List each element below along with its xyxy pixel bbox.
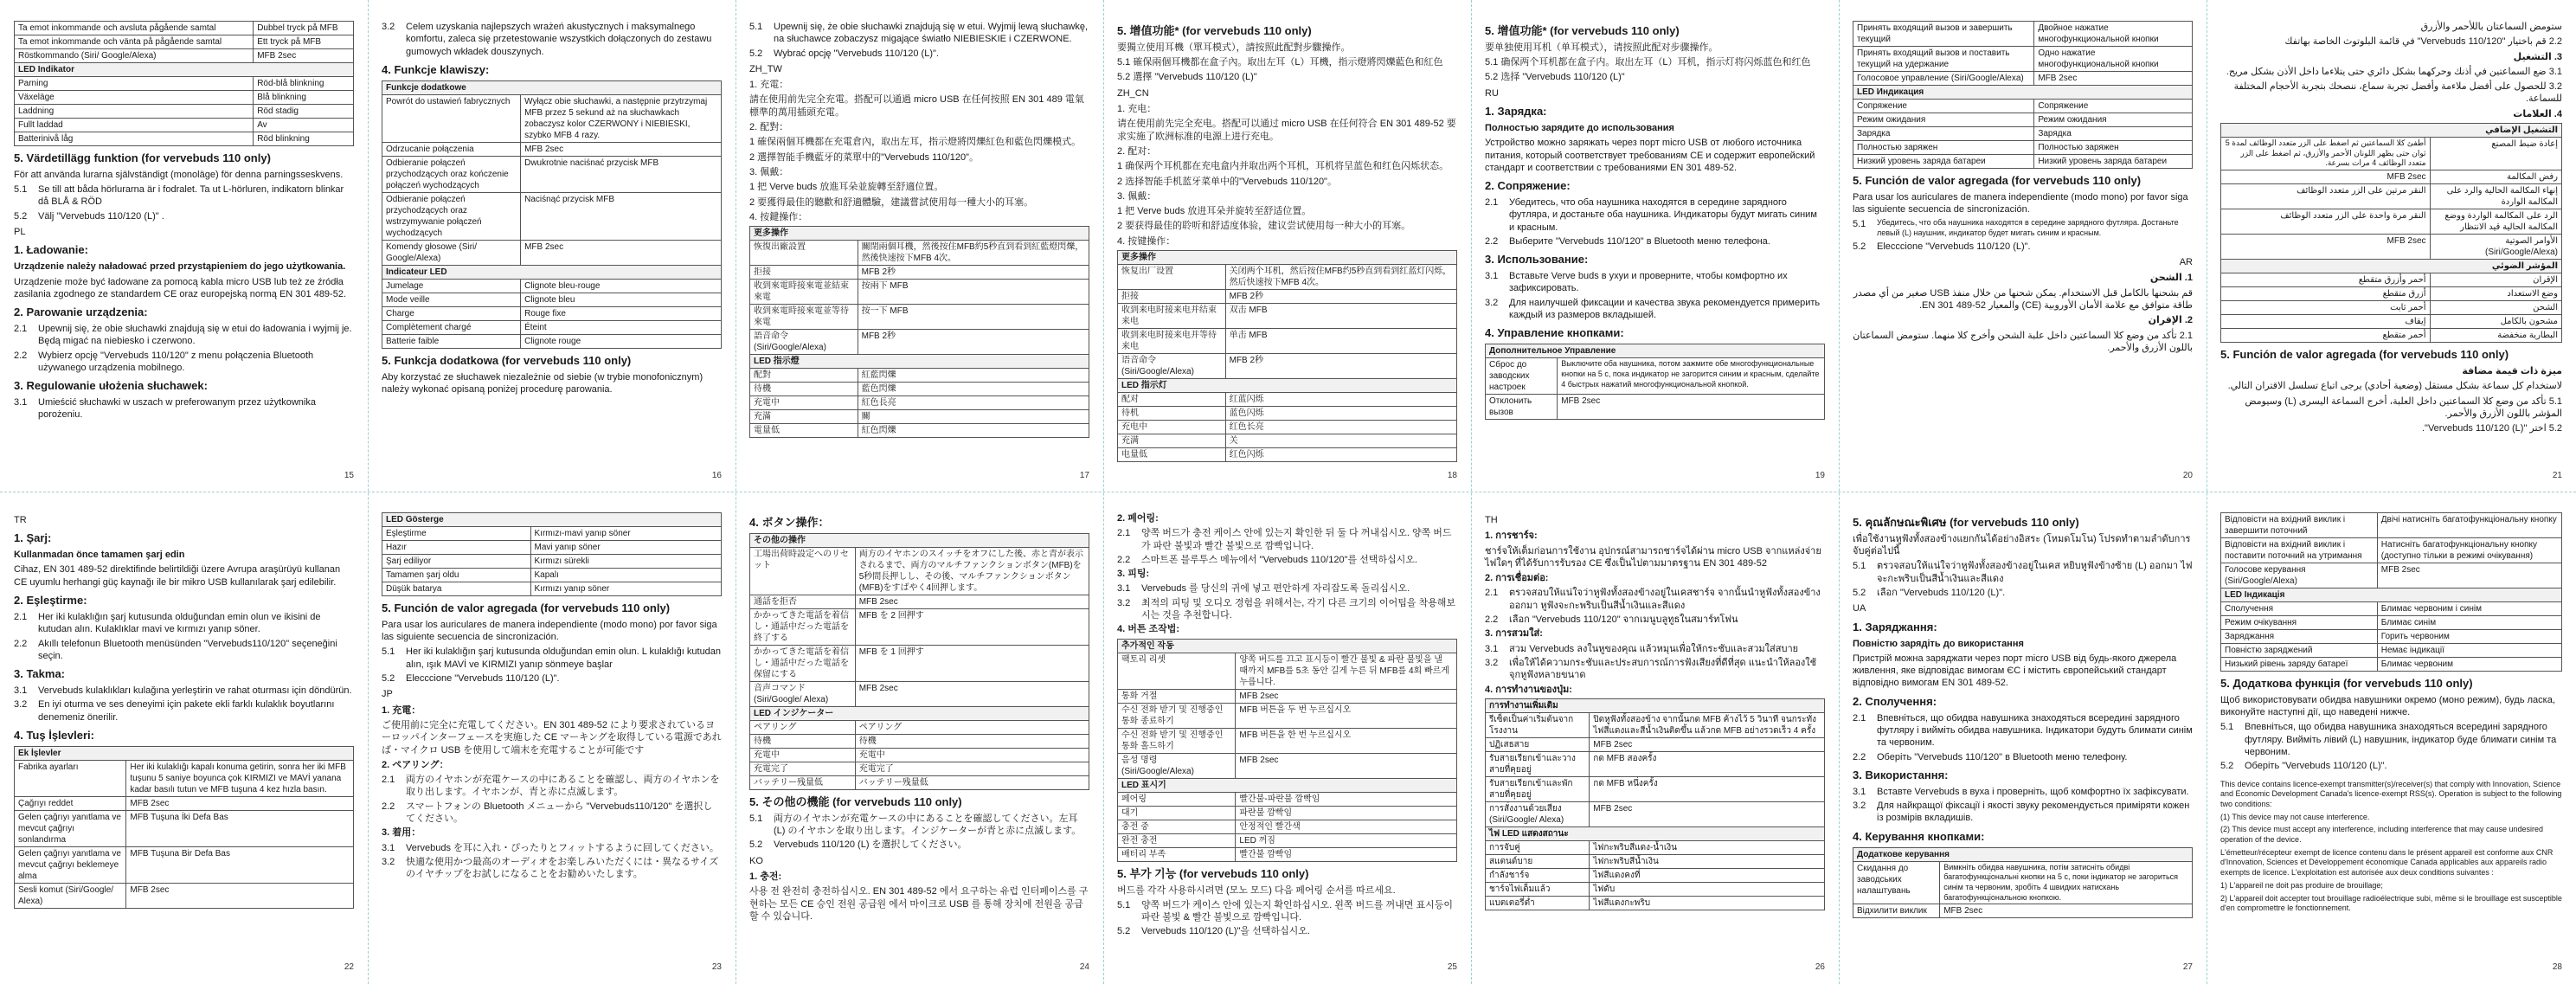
key-function-table: Дополнительное Управление Сброс до заводских настроек Выключите оба наушника, потом зажмите обе многофункциональные кнопки на 5 с, пока индикатор не загорится синим и красным, сделайте 4 быстрых нажатий многофункциональной кнопкой. Отклонить вызов MFB 2sec xyxy=(1485,344,1825,420)
page-19: 5. 增值功能* (for vervebuds 110 only) 要单独使用耳机（单耳模式），请按照此配对步骤操作。 5.1 确保两个耳机都在盒子内。取出左耳（L）耳机，指示灯将闪烁蓝色和红色 5.2 选择 "Vervebuds 110/120 (L)" RU 1. Зарядка: Полностью зарядите до использования Устройство можно заряжать через порт micro USB от любого источника питания, который соответствует требованиям CE и содержит европейский стандарт и соответствии с требованиями EN 301 489-52. 2. Сопряжение: 2.1 Убедитесь, что оба наушника находятся в середине зарядного футляра, и достаньте оба наушника. Индикаторы будут мигать синим и красным. 2.2 Выберите "Vervebuds 110/120" в Bluetooth меню телефона. 3. Использование: 3.1 Вставьте Verve buds в ухуи и проверните, чтобы комфортно их зафиксировать. 3.2 Для наилучшей фиксации и качества звука рекомендуется примерить каждый из размеров вкладышей. 4. Управление кнопками: Дополнительное Управление Сброс до заводских настроек Выключите оба наушника, потом зажмите обе многофункциональные кнопки на 5 с, пока индикатор не загорится синим и красным, сделайте 4 быстрых нажатий многофункциональной кнопкой. Отклонить вызов MFB 2sec 19 xyxy=(1485,24,1825,480)
section-heading: 3. Використання: xyxy=(1853,768,1949,781)
page-16: 3.2 Celem uzyskania najlepszych wrażeń akustycznych i maksymalnego komfortu, zaleca się przetestowanie wszystkich dołączonych do zestawu gumowych wkładek douszynych. 4. Funkcje klawiszy: Funkcje dodatkowe Powrót do ustawień fabrycznych Wyłącz obie słuchawki, a następnie przytrzymaj MFB przez 5 sekund aż na słuchawkach zobaczysz kolor CZERWONY i NIEBIESKI, szybko MFB 4 razy. Odrzucanie połączenia MFB 2sec Odbieranie połączeń przychodzących oraz kończenie połączeń wychodzących Dwukrotnie naciśnać przycisk MFB Odbieranie połączeń przychodzących oraz wstrzymywanie połączeń wychodzących Naciśnąć przycisk MFB Komendy głosowe (Siri/ Google/Alexa) MFB 2sec Indicateur LED Jumelage Clignote bleu-rouge Mode veille Clignote bleu Charge Rouge fixe Complètement chargé Éteint Batterie faible Clignote rouge 5. Funkcja dodatkowa (for vervebuds 110 only) Aby korzystać ze słuchawek niezależnie od siebie (w trybie monofonicznym) należy wykonać opisaną poniżej procedurę parowania. 16 xyxy=(382,22,722,480)
section-heading: 5. คุณลักษณะพิเศษ (for vervebuds 110 only) xyxy=(1853,516,2079,529)
section-heading: 5. Función de valor agregada (for vervebuds 110 only) xyxy=(382,601,671,614)
key-function-table: Принять входящий вызов и завершить текущий Двойное нажатие многофункциональной кнопки Принять входящий вызов и поставить текущий на удержание Одно нажатие многофункциональной кнопки Голосовое управление (Siri/Google/Alexa) MFB 2sec LED Индикация Сопряжение Сопряжение Режим ожидания Режим ожидания Зарядка Зарядка Полностью заряжен Полностью заряжен Низкий уровень заряда батареи Низкий уровень заряда батареи xyxy=(1853,21,2193,169)
section-heading: 1. Şarj: xyxy=(14,531,52,545)
section-heading: 4. ボタン操作： xyxy=(749,516,830,529)
key-function-table: Ek İşlevler Fabrika ayarları Her iki kulaklığı kapalı konuma getirin, sonra her iki MFB tuşunu 5 saniye boyunca çok KIRMIZI ve MAVİ yanana kadar basılı tutun ve MFB tuşuna 4 kez hızla basın. Çağrıyı reddet MFB 2sec Gelen çağrıyı yanıtlama ve mevcut çağrıyı sonlandırma MFB Tuşuna İki Defa Bas Gelen çağrıyı yanıtlama ve mevcut çağrıyı beklemeye alma MFB Tuşuna Bir Defa Bas Sesli komut (Siri/Google/ Alexa) MFB 2sec xyxy=(14,746,354,909)
section-heading: 4. Tuş İşlevleri: xyxy=(14,728,94,742)
key-function-table: Відповісти на вхідний виклик і завершити поточний Двічі натисніть багатофункціональну кнопку Відповісти на вхідний виклик і поставити поточний на утримання Натисніть багатофункціональну кнопку (доступно тільки в режимі очікування) Голосове керування (Siri/Google/Alexa) MFB 2sec LED Індикація Сполучення Блимає червоним і синім Режим очікування Блимає синім Заряджання Горить червоним Повністю заряджений Немає індикації Низький рівень заряду батареї Блимає червоним xyxy=(2220,512,2562,672)
page-number: 28 xyxy=(2552,962,2562,972)
page-27: 5. คุณลักษณะพิเศษ (for vervebuds 110 only) เพื่อใช้งานหูฟังทั้งสองข้างแยกกันได้อย่างอิสระ (โหมดโมโน) โปรดทำตามลำดับการจับคู่ต่อไปนี้ 5.1 ตรวจสอบให้แน่ใจว่าหูฟังทั้งสองข้างอยู่ในเคส หยิบหูฟังข้างซ้าย (L) ออกมา ไฟจะกะพริบเป็นสีน้ำเงินและสีแดง 5.2 เลือก "Vervebuds 110/120 (L)". UA 1. Заряджання: Повністю зарядіть до використання Пристрій можна заряджати через порт micro USB від будь-якого джерела живлення, яке відповідає вимогам ЄС і містить європейський стандарт відповідно вимогам EN 301 489-52. 2. Сполучення: 2.1 Впевніться, що обидва навушника знаходяться всередині зарядного футляру і вийміть обидва навушника. Індикатори будуть блимати синім та червоним. 2.2 Оберіть "Vervebuds 110/120" в Bluetooth меню телефону. 3. Використання: 3.1 Вставте Vervebuds в вуха і проверніть, щоб комфортно їх зафіксувати. 3.2 Для найкращої фіксації і якості звуку рекомендується приміряти кожен із розмірів вкладишів. 4. Керування кнопками: Додаткове керування Скидання до заводських налаштувань Вимкніть обидва навушника, потім затисніть обидві багатофункціональні кнопки на 5 с, поки індикатор не загориться синім та червоним, зробіть 4 швидких натискань багатофункціональною кнопкою. Відхилити виклик MFB 2sec 27 xyxy=(1853,516,2193,972)
section-heading: 2. Eşleştirme: xyxy=(14,594,87,608)
page-number: 18 xyxy=(1447,471,1457,480)
section-heading: 3. Takma: xyxy=(14,667,66,681)
led-table: LED Gösterge Eşleştirme Kırmızı-mavi yanıp söner Hazır Mavi yanıp söner Şarj ediliyor Kırmızı sürekli Tamamen şarj oldu Kapalı Düşük batarya Kırmızı yanıp söner xyxy=(382,512,722,596)
page-number: 17 xyxy=(1079,471,1089,480)
page-number: 27 xyxy=(2182,962,2193,972)
language-code: RU xyxy=(1485,87,1499,99)
page-20: Принять входящий вызов и завершить текущий Двойное нажатие многофункциональной кнопки Принять входящий вызов и поставить текущий на удержание Одно нажатие многофункциональной кнопки Голосовое управление (Siri/Google/Alexa) MFB 2sec LED Индикация Сопряжение Сопряжение Режим ожидания Режим ожидания Зарядка Зарядка Полностью заряжен Полностью заряжен Низкий уровень заряда батареи Низкий уровень заряда батареи 5. Función de valor agregada (for vervebuds 110 only) Para usar los auriculares de manera independiente (modo mono) por favor siga las siguiente secuencia de sincronización. 5.1 Убедитесь, что оба наушника находятся в середине зарядного футляра. Достаньте левый (L) наушник, индикатор будет мигать синим и красным. 5.2 Elecccione "Vervebuds 110/120 (L)". AR 1. الشحن قم بشحنها بالكامل قبل الاستخدام. يمكن شحنها من خلال منفذ USB صغير من أي مصدر طاقة متوافق مع علامة الأمان الأوروبية (CE) والمعيار EN 301 489-52. 2. الإقران 2.1 تأكد من وضع كلا السماعتين داخل علبة الشحن وأخرج كلا منهما. ستومض السماعتان باللون الأزرق والأحمر. 20 xyxy=(1839,0,2207,492)
section-heading: 5. 增值功能* (for vervebuds 110 only) xyxy=(1485,24,1680,37)
section-heading: 5. Función de valor agregada (for vervebuds 110 only) xyxy=(1853,174,2142,187)
page-number: 23 xyxy=(711,962,722,972)
page-number: 22 xyxy=(344,962,354,972)
page-26: TH 1. การชาร์จ: ชาร์จให้เต็มก่อนการใช้งาน อุปกรณ์สามารถชาร์จได้ผ่าน micro USB จากแหล่งจ่ายไฟใดๆ ที่ได้รับการรับรอง CE ซึ่งเป็นไปตามมาตรฐาน EN 301 489-52 2. การเชื่อมต่อ: 2.1 ตรวจสอบให้แน่ใจว่าหูฟังทั้งสองข้างอยู่ในเคสชาร์จ จากนั้นนำหูฟังทั้งสองข้างออกมา หูฟังจะกะพริบเป็นสีน้ำเงินและสีแดง 2.2 เลือก "Vervebuds 110/120" จากเมนูบลูทูธในสมาร์ทโฟน 3. การสวมใส่: 3.1 สวม Vervebuds ลงในหูของคุณ แล้วหมุนเพื่อให้กระชับและสวมใส่สบาย 3.2 เพื่อให้ได้ความกระชับและประสบการณ์การฟังเสียงที่ดีที่สุด แนะนำให้ลองใช้จุกหูฟังหลายขนาด 4. การทำงานของปุ่ม: การทำงานเพิ่มเติม รีเซ็ตเป็นค่าเริ่มต้นจากโรงงาน ปิดหูฟังทั้งสองข้าง จากนั้นกด MFB ค้างไว้ 5 วินาที จนกระทั่งไฟสีแดงและสีน้ำเงินติดขึ้น แล้วกด MFB อย่างรวดเร็ว 4 ครั้ง ปฏิเสธสาย MFB 2sec รับสายเรียกเข้าและวางสายที่คุยอยู่ กด MFB สองครั้ง รับสายเรียกเข้าและพักสายที่คุยอยู่ กด MFB หนึ่งครั้ง การสั่งงานด้วยเสียง (Siri/Google/ Alexa) MFB 2sec ไฟ LED แสดงสถานะ การจับคู่ ไฟกะพริบสีแดง-น้ำเงิน สแตนด์บาย ไฟกะพริบสีน้ำเงิน กำลังชาร์จ ไฟสีแดงคงที่ ชาร์จไฟเต็มแล้ว ไฟดับ แบตเตอรี่ต่ำ ไฟสีแดงกะพริบ 26 xyxy=(1485,515,1825,972)
section-heading: 1. Зарядка: xyxy=(1485,105,1547,119)
section-heading: 1. Заряджання: xyxy=(1853,620,1937,633)
language-code: TR xyxy=(14,515,27,525)
page-23: LED Gösterge Eşleştirme Kırmızı-mavi yanıp söner Hazır Mavi yanıp söner Şarj ediliyor Kırmızı sürekli Tamamen şarj oldu Kapalı Düşük batarya Kırmızı yanıp söner 5. Función de valor agregada (for vervebuds 110 only) Para usar los auriculares de manera independiente (modo mono) por favor siga las siguiente secuencia de sincronización. 5.1 Her iki kulaklığın şarj kutusunda olduğundan emin olun. L kulaklığı kutudan alın, ışık MAVİ ve KIRMIZI yanıp sönmeye başlar 5.2 Elecccione "Vervebuds 110/120 (L)". JP 1. 充電： ご使用前に完全に充電してください。EN 301 489-52 により要求されているヨーロッパインターフェースを実施した CE マーキングを取得している電源であれば・マイクロ USB を使用して端末を充電することが可能です 2. ペアリング： 2.1 両方のイヤホンが充電ケースの中にあることを確認し、両方のイヤホンを取り出します。イヤホンが、青と赤に点滅します。 2.2 スマートフォンの Bluetooth メニューから "Vervebuds110/120" を選択してください。 3. 着用： 3.1 Vervebuds を耳に入れ・ぴったりとフィットするように回してください。 3.2 快適な使用かつ最高のオーディオをお楽しみいただくには・異なるサイズのイヤチップをお試しになることをお勧めいたします。 23 xyxy=(368,492,736,983)
paragraph: Aby korzystać ze słuchawek niezależnie od siebie (w trybie monofonicznym) należy wykonać opisaną poniżej procedurę parowania. xyxy=(382,371,703,395)
key-function-table: 추가적인 작동 팩토리 리셋 양쪽 버드를 끄고 표시등이 빨간 불빛 & 파란 불빛을 낼 때까지 MFB를 5초 동안 길게 누른 뒤 MFB를 4회 빠르게 누릅니다. 통화 거절 MFB 2sec 수신 전화 받기 및 진행중인 통화 종료하기 MFB 버튼을 두 번 누르십시오 수신 전화 받기 및 진행중인 통화 홀드하기 MFB 버튼을 한 번 누르십시오 음성 명령 (Siri/Google/Alexa) MFB 2sec LED 표시기 페어링 빨간불-파란불 깜빡임 대기 파란불 깜빡임 충전 중 안정적인 빨간색 완전 충전 LED 꺼짐 배터리 부족 빨간불 깜빡임 xyxy=(1117,639,1457,862)
section-heading: 5. Funkcja dodatkowa (for vervebuds 110 only) xyxy=(382,353,632,367)
key-function-table: Ta emot inkommande och avsluta pågående samtal Dubbel tryck på MFB Ta emot inkommande och vänta på pågående samtal Ett tryck på MFB Röstkommando (Siri/ Google/Alexa) MFB 2sec LED Indikator Parning Röd-blå blinkning Växeläge Blå blinkning Laddning Röd stadig Fullt laddad Av Batterinivå låg Röd blinkning xyxy=(14,21,354,146)
key-function-table: 更多操作 恢復出廠設置 關閉兩個耳機，然後按住MFB約5秒直到看到紅藍燈閃爍，然後快速按下MFB 4次。 拒接 MFB 2秒 收到來電時接來電並結束來電 按兩下 MFB 收到來電時接來電並等待來電 按一下 MFB 語音命令 (Siri/Google/Alexa) MFB 2秒 LED 指示燈 配對 紅藍閃爍 待機 藍色閃爍 充電中 紅色長亮 充滿 關 電量低 紅色閃爍 xyxy=(749,226,1089,438)
page-number: 25 xyxy=(1447,962,1457,972)
page-24: 4. ボタン操作： その他の操作 工場出荷時設定へのリセット 両方のイヤホンのスイッチをオフにした後、赤と青が表示されるまで、両方のマルチファンクションボタン(MFB)を5秒間長押しし、その後、マルチファンクションボタン(MFB)をすばやく4回押します。 通話を拒否 MFB 2sec かかってきた電話を着信し・通話中だった電話を終了する MFB を 2 回押す かかってきた電話を着信し・通話中だった電話を保留にする MFB を 1 回押す 音声コマンド (Siri/Google/ Alexa) MFB 2sec LED インジケーター ペアリング ペアリング 待機 待機 充電中 充電中 充電完了 充電完了 バッテリー残量低 バッテリー残量低 5. その他の機能 (for vervebuds 110 only) 5.1 両方のイヤホンが充電ケースの中にあることを確認してください。左耳 (L) のイヤホンを取り出します。インジケーターが青と赤に点滅します。 5.2 Vervebuds 110/120 (L) を選択してください。 KO 1. 충전: 사용 전 완전히 충전하십시오. EN 301 489-52 에서 요구하는 유럽 인터페이스를 구현하는 모든 CE 승인 전원 공급원 에서 마이크로 USB 를 통해 장치에 전원을 공급할 수 있습니다. 24 xyxy=(749,516,1089,972)
section-heading: 5. 부가 기능 (for vervebuds 110 only) xyxy=(1117,866,1309,880)
paragraph: Urządzenie może być ładowane za pomocą kabla micro USB lub też ze źródła zasilania zgodnego ze standardem CE oraz europejską normą EN 301 489-52. xyxy=(14,276,347,299)
page-17: 5.1 Upewnij się, że obie słuchawki znajdują się w etui. Wyjmij lewą słuchawkę, na słuchawce zobaczysz migające światło NIEBIESKIE i CZERWONE. 5.2 Wybrać opcję "Vervebuds 110/120 (L)". ZH_TW 1. 充電： 請在使用前先完全充電。搭配可以通過 micro USB 在任何按照 EN 301 489 電氣標準的萬用插頭充電。 2. 配對： 1 確保兩個耳機都在充電倉內，取出左耳，指示燈將閃爍紅色和藍色閃爍模式。 2 選擇智能手機藍牙的菜單中的"Vervebuds 110/120"。 3. 佩戴： 1 把 Verve buds 放進耳朵並旋轉至舒適位置。 2 要獲得最佳的聽歡和舒適體驗，建議嘗試使用每一種大小的耳塞。 4. 按鍵操作： 更多操作 恢復出廠設置 關閉兩個耳機，然後按住MFB約5秒直到看到紅藍燈閃爍，然後快速按下MFB 4次。 拒接 MFB 2秒 收到來電時接來電並結束來電 按兩下 MFB 收到來電時接來電並等待來電 按一下 MFB 語音命令 (Siri/Google/Alexa) MFB 2秒 LED 指示燈 配對 紅藍閃爍 待機 藍色閃爍 充電中 紅色長亮 充滿 關 電量低 紅色閃爍 17 xyxy=(749,22,1089,480)
page-18: 5. 增值功能* (for vervebuds 110 only) 要獨立使用耳機（單耳模式），請按照此配對步驟操作。 5.1 確保兩個耳機都在盒子內。取出左耳（L）耳機，指示燈將閃爍藍色和紅色 5.2 選擇 "Vervebuds 110/120 (L)" ZH_CN 1. 充电： 请在使用前先完全充电。搭配可以通过 micro USB 在任何符合 EN 301 489-52 要求实施了欧洲标准的电源上进行充电。 2. 配对： 1 确保两个耳机都在充电盒内并取出两个耳机，耳机将呈蓝色和红色闪烁状态。 2 选择智能手机蓝牙菜单中的"Vervebuds 110/120"。 3. 佩戴： 1 把 Verve buds 放进耳朵并旋转至舒适位置。 2 要获得最佳的聆听和舒适度体验，建议尝试使用每一种大小的耳塞。 4. 按键操作： 更多操作 恢复出厂设置 关闭两个耳机，然后按住MFB约5秒直到看到红蓝灯闪烁，然后快速按下MFB 4次。 拒接 MFB 2秒 收到来电时接来电并结束来电 双击 MFB 收到来电时接来电并等待来电 单击 MFB 语音命令 (Siri/Google/Alexa) MFB 2秒 LED 指示灯 配对 红蓝闪烁 待机 蓝色闪烁 充电中 红色长亮 充满 关 电量低 红色闪烁 18 xyxy=(1117,24,1457,480)
page-number: 19 xyxy=(1815,471,1825,480)
compliance-notice: This device contains licence-exempt transmitter(s)/receiver(s) that comply with Innovation, Science and Economic Development Canada's licence-exempt RSS(s). Operation is subject to the following two conditions: (1) This device may not cause interference. (2) This device must accept any interference, including interference that may cause undesired operation of the device. L'émetteur/récepteur exempt de licence contenu dans le présent appareil est conforme aux CNR d'Innovation, Sciences et Développement économique Canada applicables aux appareils radio exempts de licence. L'exploitation est autorisée aux deux conditions suivantes : 1) L'appareil ne doit pas produire de brouillage; 2) L'appareil doit accepter tout brouillage radioélectrique subi, même si le brouillage est susceptible d'en compromettre le fonctionnement. xyxy=(2220,779,2562,913)
page-number: 15 xyxy=(344,471,354,480)
page-28: Відповісти на вхідний виклик і завершити поточний Двічі натисніть багатофункціональну кнопку Відповісти на вхідний виклик і поставити поточний на утримання Натисніть багатофункціональну кнопку (доступно тільки в режимі очікування) Голосове керування (Siri/Google/Alexa) MFB 2sec LED Індикація Сполучення Блимає червоним і синім Режим очікування Блимає синім Заряджання Горить червоним Повністю заряджений Немає індикації Низький рівень заряду батареї Блимає червоним 5. Додаткова функція (for vervebuds 110 only) Щоб використовувати обидва навушники окремо (моно режим), будь ласка, виконуйте наступні дії, що наведені нижче. 5.1 Впевніться, що обидва навушника знаходяться всередині зарядного футляру. Вийміть лівий (L) навушник, індикатор буде блимати синім та червоним. 5.2 Оберіть "Vervebuds 110/120 (L)". This device contains licence-exempt transmitter(s)/receiver(s) that comply with Innovation, Science and Economic Development Canada's licence-exempt RSS(s). Operation is subject to the following two conditions: (1) This device may not cause interference. (2) This device must accept any interference, including interference that may cause undesired operation of the device. L'émetteur/récepteur exempt de licence contenu dans le présent appareil est conforme aux CNR d'Innovation, Sciences et Développement économique Canada applicables aux appareils radio exempts de licence. L'exploitation est autorisée aux deux conditions suivantes : 1) L'appareil ne doit pas produire de brouillage; 2) L'appareil doit accepter tout brouillage radioélectrique subi, même si le brouillage est susceptible d'en compromettre le fonctionnement. 28 xyxy=(2207,492,2576,983)
language-code: PL xyxy=(14,227,26,238)
key-function-table: Додаткове керування Скидання до заводських налаштувань Вимкніть обидва навушника, потім затисніть обидві багатофункціональні кнопки на 5 с, поки індикатор не загориться синім та червоним, зробіть 4 швидких натискань багатофункціональною кнопкою. Відхилити виклик MFB 2sec xyxy=(1853,847,2193,919)
section-heading: 1. Ładowanie: xyxy=(14,243,88,257)
page-number: 26 xyxy=(1815,962,1825,972)
key-function-table: التشغيل الإضافي إعادة ضبط المصنع أطفئ كلا السماعتين ثم اضغط على الزر متعدد الوظائف لمدة 5 ثوان حتى يظهر اللونان الأحمر والأزرق، ثم اضغط على الزر متعدد الوظائف 4 مرات بسرعة. رفض المكالمة MFB 2sec إنهاء المكالمة الحالية والرد على المكالمة الواردة النقر مرتين على الزر متعدد الوظائف الرد على المكالمة الواردة ووضع المكالمة الحالية قيد الانتظار النقر مرة واحدة على الزر متعدد الوظائف الأوامر الصوتية (Siri/Google/Alexa) MFB 2sec المؤشر الضوئي الإقران أحمر وأزرق متقطع وضع الاستعداد أزرق متقطع الشحن أحمر ثابت مشحون بالكامل إيقاف البطارية منخفضة أحمر متقطع xyxy=(2220,123,2562,343)
page-number: 24 xyxy=(1079,962,1089,972)
section-heading: 5. Додаткова функція (for vervebuds 110 only) xyxy=(2220,677,2473,690)
page-21: ستومض السماعتان باللأحمر والأزرق 2.2 قم باختيار "Vervebuds 110/120" في قائمة البلوتوث الخاصة بهاتفك 3. التشغيل 3.1 ضع السماعتين في أذنك وحركهما بشكل دائري حتى يتلاءما داخل الأذن بشكل مريح. 3.2 للحصول على أفضل ملاءمة وأفضل تجربة سماع، ننصحك بتجربة الأحجام المختلفة للسماعة. 4. العلامات التشغيل الإضافي إعادة ضبط المصنع أطفئ كلا السماعتين ثم اضغط على الزر متعدد الوظائف لمدة 5 ثوان حتى يظهر اللونان الأحمر والأزرق، ثم اضغط على الزر متعدد الوظائف 4 مرات بسرعة. رفض المكالمة MFB 2sec إنهاء المكالمة الحالية والرد على المكالمة الواردة النقر مرتين على الزر متعدد الوظائف الرد على المكالمة الواردة ووضع المكالمة الحالية قيد الانتظار النقر مرة واحدة على الزر متعدد الوظائف الأوامر الصوتية (Siri/Google/Alexa) MFB 2sec المؤشر الضوئي الإقران أحمر وأزرق متقطع وضع الاستعداد أزرق متقطع الشحن أحمر ثابت مشحون بالكامل إيقاف البطارية منخفضة أحمر متقطع 5. Función de valor agregada (for vervebuds 110 only) ميزة ذات قيمة مضافة لاستخدام كل سماعة بشكل مستقل (وضعية أحادي) يرجى اتباع تسلسل الاقتران التالي. 5.1 تأكد من وضع كلا السماعتين داخل العلبة، أخرج السماعة اليسرى (L) وسيومض المؤشر باللون الأزرق والأحمر. 5.2 اختر "Vervebuds 110/120 (L)". 21 xyxy=(2220,22,2562,480)
page-number: 20 xyxy=(2182,471,2193,480)
key-function-table: Funkcje dodatkowe Powrót do ustawień fabrycznych Wyłącz obie słuchawki, a następnie przytrzymaj MFB przez 5 sekund aż na słuchawkach zobaczysz kolor CZERWONY i NIEBIESKI, szybko MFB 4 razy. Odrzucanie połączenia MFB 2sec Odbieranie połączeń przychodzących oraz kończenie połączeń wychodzących Dwukrotnie naciśnać przycisk MFB Odbieranie połączeń przychodzących oraz wstrzymywanie połączeń wychodzących Naciśnąć przycisk MFB Komendy głosowe (Siri/ Google/Alexa) MFB 2sec Indicateur LED Jumelage Clignote bleu-rouge Mode veille Clignote bleu Charge Rouge fixe Complètement chargé Éteint Batterie faible Clignote rouge xyxy=(382,80,722,349)
key-function-table: 更多操作 恢复出厂设置 关闭两个耳机，然后按住MFB约5秒直到看到红蓝灯闪烁，然后快速按下MFB 4次。 拒接 MFB 2秒 收到来电时接来电并结束来电 双击 MFB 收到来电时接来电并等待来电 单击 MFB 语音命令 (Siri/Google/Alexa) MFB 2秒 LED 指示灯 配对 红蓝闪烁 待机 蓝色闪烁 充电中 红色长亮 充满 关 电量低 红色闪烁 xyxy=(1117,250,1457,462)
page-number: 21 xyxy=(2552,471,2562,480)
paragraph: För att använda lurarna självständigt (monoläge) för denna parningsseskvens. xyxy=(14,169,344,180)
language-code: AR xyxy=(2179,257,2193,268)
section-heading: 2. Parowanie urządzenia: xyxy=(14,305,148,319)
key-function-table: その他の操作 工場出荷時設定へのリセット 両方のイヤホンのスイッチをオフにした後、赤と青が表示されるまで、両方のマルチファンクションボタン(MFB)を5秒間長押しし、その後、マルチファンクションボタン(MFB)をすばやく4回押します。 通話を拒否 MFB 2sec かかってきた電話を着信し・通話中だった電話を終了する MFB を 2 回押す かかってきた電話を着信し・通話中だった電話を保留にする MFB を 1 回押す 音声コマンド (Siri/Google/ Alexa) MFB 2sec LED インジケーター ペアリング ペアリング 待機 待機 充電中 充電中 充電完了 充電完了 バッテリー残量低 バッテリー残量低 xyxy=(749,533,1089,790)
section-heading: 5. Värdetillägg funktion (for vervebuds 110 only) xyxy=(14,151,271,164)
section-heading: 4. Керування кнопками: xyxy=(1853,829,1985,843)
page-22: TR 1. Şarj: Kullanmadan önce tamamen şarj edin Cihaz, EN 301 489-52 direktifinde belirtildiği üzere Avrupa araşürüyü kullanan CE uyumlu herhangi güç kaynağı ile bir mikro USB kullanılarak şarj edilebilir. 2. Eşleştirme: 2.1 Her iki kulaklığın şarj kutusunda olduğundan emin olun ve ikisini de kutudan alın. Kulaklıklar mavi ve kırmızı yanıp söner. 2.2 Akıllı telefonun Bluetooth menüsünden "Vervebuds110/120" seçeneğini seçin. 3. Takma: 3.1 Vervebuds kulaklıkları kulağına yerleştirin ve rahat oturması için döndürün. 3.2 En iyi oturma ve ses deneyimi için pakete ekli farklı kulaklık boyutlarını denemeniz önerilir. 4. Tuş İşlevleri: Ek İşlevler Fabrika ayarları Her iki kulaklığı kapalı konuma getirin, sonra her iki MFB tuşunu 5 saniye boyunca çok KIRMIZI ve MAVİ yanana kadar basılı tutun ve MFB tuşuna 4 kez hızla basın. Çağrıyı reddet MFB 2sec Gelen çağrıyı yanıtlama ve mevcut çağrıyı sonlandırma MFB Tuşuna İki Defa Bas Gelen çağrıyı yanıtlama ve mevcut çağrıyı beklemeye alma MFB Tuşuna Bir Defa Bas Sesli komut (Siri/Google/ Alexa) MFB 2sec 22 xyxy=(14,515,354,972)
section-heading: 2. Сопряжение: xyxy=(1485,179,1571,193)
page-25: 2. 페어링: 2.1 양쪽 버드가 충전 케이스 안에 있는지 확인한 뒤 둘 다 꺼내십시오. 양쪽 버드가 파란 불빛과 빨간 불빛으로 깜빡입니다. 2.2 스마트폰 블루투스 메뉴에서 "Vervebuds 110/120"를 선택하십시오. 3. 피팅: 3.1 Vervebuds 를 당신의 귀에 넣고 편안하게 자리잡도록 돌리십시오. 3.2 최적의 피팅 및 오디오 경험을 위해서는, 각기 다른 크기의 이어팁을 착용해보시는 것을 추천합니다. 4. 버튼 조작법: 추가적인 작동 팩토리 리셋 양쪽 버드를 끄고 표시등이 빨간 불빛 & 파란 불빛을 낼 때까지 MFB를 5초 동안 길게 누른 뒤 MFB를 4회 빠르게 누릅니다. 통화 거절 MFB 2sec 수신 전화 받기 및 진행중인 통화 종료하기 MFB 버튼을 두 번 누르십시오 수신 전화 받기 및 진행중인 통화 홀드하기 MFB 버튼을 한 번 누르십시오 음성 명령 (Siri/Google/Alexa) MFB 2sec LED 표시기 페어링 빨간불-파란불 깜빡임 대기 파란불 깜빡임 충전 중 안정적인 빨간색 완전 충전 LED 꺼짐 배터리 부족 빨간불 깜빡임 5. 부가 기능 (for vervebuds 110 only) 버드를 각각 사용하시려면 (모노 모드) 다음 페어링 순서를 따르세요. 5.1 양쪽 버드가 케이스 안에 있는지 확인하십시오. 왼쪽 버드를 꺼내면 표시등이 파란 불빛 & 빨간 불빛으로 깜빡입니다. 5.2 Vervebuds 110/120 (L)"을 선택하십시오. 25 xyxy=(1117,513,1457,972)
section-heading: 3. Regulowanie ułożenia słuchawek: xyxy=(14,379,208,393)
language-code: ZH_CN xyxy=(1117,87,1149,99)
section-heading: 5. 增值功能* (for vervebuds 110 only) xyxy=(1117,24,1312,37)
page-15: Ta emot inkommande och avsluta pågående samtal Dubbel tryck på MFB Ta emot inkommande och vänta på pågående samtal Ett tryck på MFB Röstkommando (Siri/ Google/Alexa) MFB 2sec LED Indikator Parning Röd-blå blinkning Växeläge Blå blinkning Laddning Röd stadig Fullt laddad Av Batterinivå låg Röd blinkning 5. Värdetillägg funktion (for vervebuds 110 only) För att använda lurarna självständigt (monoläge) för denna parningsseskvens. 5.1 Se till att båda hörlurarna är i fodralet. Ta ut L-hörluren, indikatorn blinkar då BLÅ & RÖD 5.2 Välj "Vervebuds 110/120 (L)" . PL 1. Ładowanie: Urządzenie należy naładować przed przystąpieniem do jego użytkowania. Urządzenie może być ładowane za pomocą kabla micro USB lub też ze źródła zasilania zgodnego ze standardem CE oraz europejską normą EN 301 489-52. 2. Parowanie urządzenia: 2.1 Upewnij się, że obie słuchawki znajdują się w etui do ładowania i wyjmij je. Będą migać na niebiesko i czerwono. 2.2 Wybierz opcję "Vervebuds 110/120" z menu połączenia Bluetooth używanego urządzenia mobilnego. 3. Regulowanie ułożenia słuchawek: 3.1 Umieścić słuchawki w uszach w preferowanym przez użytkownika porożeniu. 15 xyxy=(0,0,368,492)
language-code: UA xyxy=(1853,603,1866,614)
section-heading: 5. その他の機能 (for vervebuds 110 only) xyxy=(749,794,962,808)
section-heading: 2. Сполучення: xyxy=(1853,694,1937,708)
section-heading: 5. Función de valor agregada (for vervebuds 110 only) xyxy=(2220,348,2509,362)
language-code: TH xyxy=(1485,515,1498,525)
section-heading: 4. Funkcje klawiszy: xyxy=(382,62,490,76)
page-number: 16 xyxy=(711,471,722,480)
language-code: JP xyxy=(382,689,393,700)
section-heading: 3. Использование: xyxy=(1485,253,1589,267)
language-code: KO xyxy=(749,855,763,866)
language-code: ZH_TW xyxy=(749,63,782,74)
key-function-table: การทำงานเพิ่มเติม รีเซ็ตเป็นค่าเริ่มต้นจากโรงงาน ปิดหูฟังทั้งสองข้าง จากนั้นกด MFB ค้างไว้ 5 วินาที จนกระทั่งไฟสีแดงและสีน้ำเงินติดขึ้น แล้วกด MFB อย่างรวดเร็ว 4 ครั้ง ปฏิเสธสาย MFB 2sec รับสายเรียกเข้าและวางสายที่คุยอยู่ กด MFB สองครั้ง รับสายเรียกเข้าและพักสายที่คุยอยู่ กด MFB หนึ่งครั้ง การสั่งงานด้วยเสียง (Siri/Google/ Alexa) MFB 2sec ไฟ LED แสดงสถานะ การจับคู่ ไฟกะพริบสีแดง-น้ำเงิน สแตนด์บาย ไฟกะพริบสีน้ำเงิน กำลังชาร์จ ไฟสีแดงคงที่ ชาร์จไฟเต็มแล้ว ไฟดับ แบตเตอรี่ต่ำ ไฟสีแดงกะพริบ xyxy=(1485,698,1825,910)
section-heading: 4. Управление кнопками: xyxy=(1485,326,1624,340)
